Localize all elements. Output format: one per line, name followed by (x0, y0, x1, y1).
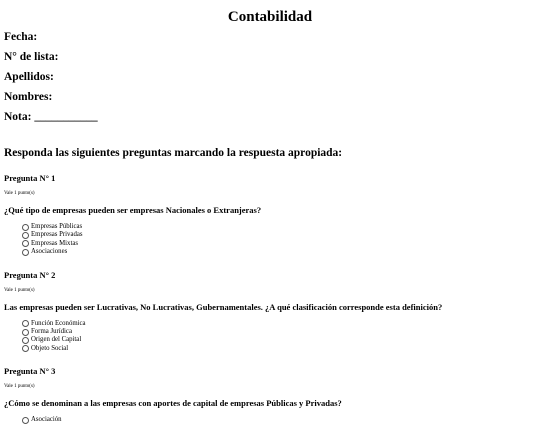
radio-button[interactable] (22, 329, 29, 336)
surnames-field-label: Apellidos: (4, 71, 54, 83)
option-label: Asociaciones (31, 248, 68, 256)
question-1 (4, 173, 536, 257)
instructions: Responda las siguientes preguntas marcando la respuesta apropiada: (4, 147, 343, 159)
question-points: Vale 1 punto(s) (4, 191, 35, 196)
grade-field-label: Nota: ___________ (4, 111, 98, 123)
answer-option[interactable] (22, 223, 536, 231)
option-label: Empresas Mixtas (31, 239, 79, 247)
question-header: Pregunta N° 2 (4, 269, 56, 280)
list-number-field-label: N° de lista: (4, 51, 59, 63)
option-label: Empresas Privadas (31, 231, 83, 239)
radio-button[interactable] (22, 320, 29, 327)
radio-button[interactable] (22, 240, 29, 247)
answer-option[interactable] (22, 320, 536, 328)
radio-button[interactable] (22, 417, 29, 424)
answer-option[interactable] (22, 231, 536, 239)
radio-button[interactable] (22, 345, 29, 352)
question-points: Vale 1 punto(s) (4, 287, 35, 293)
option-label: Origen del Capital (31, 336, 82, 344)
names-field-label: Nombres: (4, 91, 53, 103)
answer-option[interactable] (22, 416, 536, 424)
question-text: Las empresas pueden ser Lucrativas, No Lucrativas, Gubernamentales. ¿A qué clasificación corresponde esta definición? (4, 301, 443, 312)
option-label: Función Económica (31, 319, 86, 327)
radio-button[interactable] (22, 249, 29, 256)
question-2 (4, 270, 536, 354)
answer-options (22, 223, 536, 257)
answer-options (22, 320, 536, 354)
option-label: Forma Jurídica (31, 327, 72, 335)
answer-option[interactable] (22, 336, 536, 344)
option-label: Empresas Públicas (31, 223, 83, 230)
quiz-page (0, 8, 540, 425)
date-field-label: Fecha: (4, 31, 38, 43)
answer-option[interactable] (22, 345, 536, 353)
answer-option[interactable] (22, 248, 536, 256)
question-header: Pregunta N° 1 (4, 173, 56, 183)
radio-button[interactable] (22, 232, 29, 239)
option-label: Objeto Social (31, 344, 69, 352)
radio-button[interactable] (22, 337, 29, 344)
page-title: Contabilidad (227, 9, 313, 25)
answer-option[interactable] (22, 328, 536, 336)
question-points: Vale 1 punto(s) (4, 384, 35, 390)
radio-button[interactable] (22, 224, 29, 231)
answer-options (22, 416, 536, 424)
question-3 (4, 366, 536, 424)
option-label: Asociación (31, 416, 62, 424)
question-header: Pregunta N° 3 (4, 366, 56, 377)
question-text: ¿Cómo se denominan a las empresas con aportes de capital de empresas Públicas y Privadas? (4, 398, 342, 409)
question-text: ¿Qué tipo de empresas pueden ser empresas Nacionales o Extranjeras? (4, 205, 262, 215)
answer-option[interactable] (22, 240, 536, 248)
